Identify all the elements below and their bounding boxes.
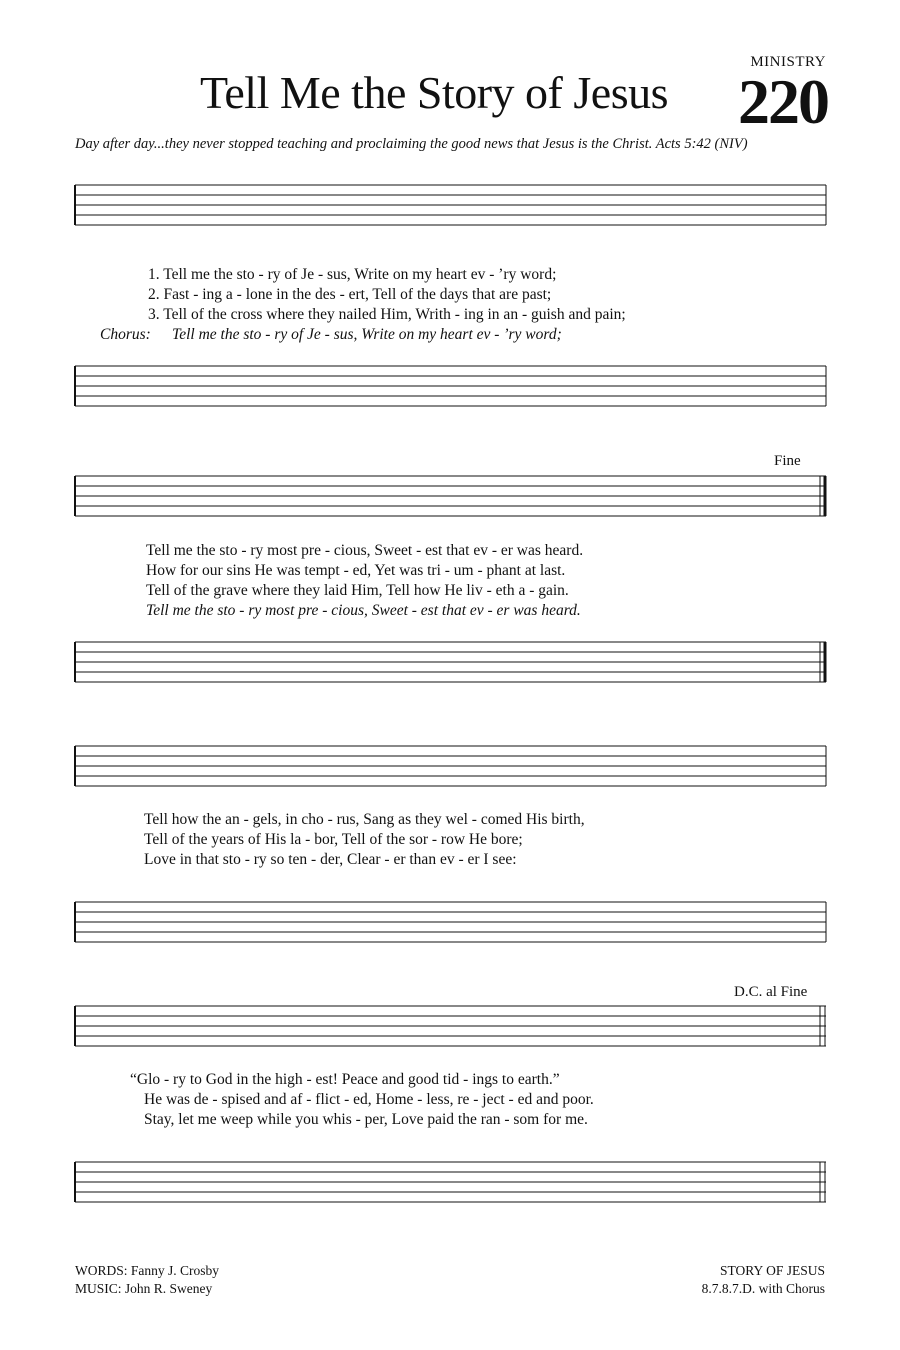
lyric-verse-2: How for our sins He was tempt - ed, Yet was tri - um - phant at last. (146, 562, 566, 579)
treble-staff (0, 1006, 900, 1066)
chorus-label: Chorus: (100, 326, 151, 343)
lyric-verse-1: 1. Tell me the sto - ry of Je - sus, Write on my heart ev - ’ry word; (148, 266, 557, 283)
lyric-verse-3: Love in that sto - ry so ten - der, Clear - er than ev - er I see: (144, 851, 517, 868)
lyric-verse-2: He was de - spised and af - flict - ed, Home - less, re - ject - ed and poor. (144, 1091, 594, 1108)
lyric-verse-3: Stay, let me weep while you whis - per, Love paid the ran - som for me. (144, 1111, 588, 1128)
lyric-chorus: Tell me the sto - ry of Je - sus, Write on my heart ev - ’ry word; (172, 326, 562, 343)
dc-al-fine-mark: D.C. al Fine (734, 984, 808, 1000)
lyric-verse-1: Tell how the an - gels, in cho - rus, Sang as they wel - comed His birth, (144, 811, 585, 828)
lyric-verse-1: “Glo - ry to God in the high - est! Peace and good tid - ings to earth.” (130, 1071, 560, 1088)
treble-staff (0, 746, 900, 806)
lyric-verse-2: Tell of the years of His la - bor, Tell of the sor - row He bore; (144, 831, 523, 848)
scripture-epigraph: Day after day...they never stopped teaching and proclaiming the good news that Jesus is the Christ. Acts 5:42 (NIV) (75, 136, 748, 152)
footer-credits (75, 1262, 219, 1298)
music-credit: MUSIC: John R. Sweney (75, 1281, 213, 1296)
hymn-number: 220 (738, 66, 828, 137)
tune-name: STORY OF JESUS (719, 1263, 825, 1278)
bass-staff (0, 1162, 900, 1222)
bass-staff (0, 902, 900, 962)
lyric-verse-1: Tell me the sto - ry most pre - cious, Sweet - est that ev - er was heard. (146, 542, 584, 559)
section-label: MINISTRY (750, 54, 826, 70)
lyric-verse-3: Tell of the grave where they laid Him, Tell how He liv - eth a - gain. (146, 582, 569, 599)
treble-staff (0, 185, 900, 245)
bass-staff (0, 366, 900, 426)
hymn-title: Tell Me the Story of Jesus (200, 67, 669, 118)
lyric-verse-2: 2. Fast - ing a - lone in the des - ert, Tell of the days that are past; (148, 286, 552, 303)
footer-tune-info (702, 1262, 825, 1298)
lyric-chorus: Tell me the sto - ry most pre - cious, Sweet - est that ev - er was heard. (146, 602, 581, 619)
meter: 8.7.8.7.D. with Chorus (701, 1281, 825, 1296)
bass-staff (0, 642, 900, 702)
fine-mark: Fine (774, 453, 801, 469)
treble-staff (0, 476, 900, 536)
words-credit: WORDS: Fanny J. Crosby (75, 1263, 220, 1278)
lyric-verse-3: 3. Tell of the cross where they nailed Him, Writh - ing in an - guish and pain; (148, 306, 626, 323)
